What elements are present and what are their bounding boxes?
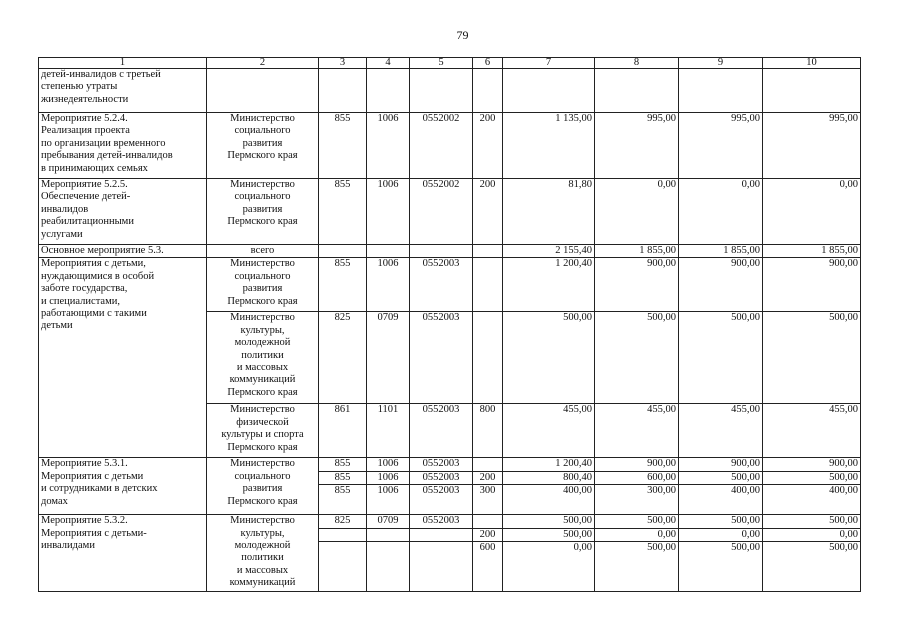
amount-cell: 400,00 (503, 485, 595, 515)
code-cell: 855 (319, 258, 367, 312)
code-cell: 0552003 (410, 471, 473, 484)
code-cell: 600 (473, 542, 503, 592)
column-number-row (39, 58, 861, 69)
amount-cell: 1 855,00 (763, 245, 861, 258)
amount-cell: 400,00 (679, 485, 763, 515)
activity-name-cell: Основное мероприятие 5.3. (39, 245, 207, 258)
amount-cell: 0,00 (763, 179, 861, 245)
executor-cell: Министерство социального развития Пермского края (207, 258, 319, 312)
amount-cell: 900,00 (763, 258, 861, 312)
amount-cell: 0,00 (595, 179, 679, 245)
code-cell: 0709 (367, 515, 410, 528)
amount-cell: 900,00 (595, 458, 679, 471)
code-cell (473, 458, 503, 471)
table-row (39, 179, 861, 245)
code-cell: 1101 (367, 404, 410, 458)
amount-cell: 2 155,40 (503, 245, 595, 258)
code-cell (319, 542, 367, 592)
amount-cell: 500,00 (503, 528, 595, 541)
table-row (39, 69, 861, 113)
amount-cell: 995,00 (763, 113, 861, 179)
table-row (39, 113, 861, 179)
amount-cell: 0,00 (763, 528, 861, 541)
executor-cell: Министерство физической культуры и спорта Пермского края (207, 404, 319, 458)
column-number: 1 (39, 58, 207, 69)
code-cell: 855 (319, 471, 367, 484)
amount-cell: 900,00 (595, 258, 679, 312)
activity-name-cell: детей-инвалидов с третьей степенью утраты жизнедеятельности (39, 69, 207, 113)
code-cell: 0552002 (410, 179, 473, 245)
code-cell: 1006 (367, 113, 410, 179)
code-cell: 0552003 (410, 485, 473, 515)
code-cell (319, 245, 367, 258)
code-cell: 855 (319, 485, 367, 515)
amount-cell: 500,00 (679, 542, 763, 592)
amount-cell: 500,00 (595, 312, 679, 404)
amount-cell: 455,00 (679, 404, 763, 458)
executor-cell: Министерство социального развития Пермского края (207, 458, 319, 515)
column-number: 3 (319, 58, 367, 69)
amount-cell: 995,00 (595, 113, 679, 179)
column-number: 6 (473, 58, 503, 69)
code-cell: 800 (473, 404, 503, 458)
amount-cell: 1 855,00 (595, 245, 679, 258)
amount-cell: 500,00 (763, 515, 861, 528)
code-cell: 0552003 (410, 458, 473, 471)
column-number: 2 (207, 58, 319, 69)
code-cell: 855 (319, 458, 367, 471)
code-cell (410, 528, 473, 541)
code-cell: 200 (473, 179, 503, 245)
amount-cell: 81,80 (503, 179, 595, 245)
column-number: 7 (503, 58, 595, 69)
code-cell: 0552003 (410, 515, 473, 528)
executor-cell: всего (207, 245, 319, 258)
code-cell: 855 (319, 179, 367, 245)
code-cell: 1006 (367, 458, 410, 471)
amount-cell: 500,00 (679, 471, 763, 484)
code-cell (367, 528, 410, 541)
executor-cell: Министерство культуры, молодежной политики и массовых коммуникаций Пермского края (207, 312, 319, 404)
code-cell (473, 515, 503, 528)
column-number: 4 (367, 58, 410, 69)
code-cell: 0552003 (410, 258, 473, 312)
amount-cell: 500,00 (595, 515, 679, 528)
amount-cell: 900,00 (763, 458, 861, 471)
code-cell: 825 (319, 515, 367, 528)
activity-name-cell: Мероприятие 5.2.4. Реализация проекта по организации временного пребывания детей-инвалидов в принимающих семьях (39, 113, 207, 179)
code-cell: 0552003 (410, 404, 473, 458)
executor-cell: Министерство культуры, молодежной политики и массовых коммуникаций (207, 515, 319, 592)
column-number: 8 (595, 58, 679, 69)
code-cell (473, 245, 503, 258)
code-cell: 825 (319, 312, 367, 404)
amount-cell: 455,00 (763, 404, 861, 458)
amount-cell: 1 135,00 (503, 113, 595, 179)
amount-cell: 500,00 (763, 471, 861, 484)
activity-name-cell: Мероприятие 5.3.2. Мероприятия с детьми- инвалидами (39, 515, 207, 592)
code-cell (473, 312, 503, 404)
amount-cell: 500,00 (503, 312, 595, 404)
code-cell: 1006 (367, 471, 410, 484)
code-cell (410, 69, 473, 113)
amount-cell: 900,00 (679, 458, 763, 471)
amount-cell: 600,00 (595, 471, 679, 484)
amount-cell: 500,00 (679, 312, 763, 404)
code-cell: 0709 (367, 312, 410, 404)
amount-cell: 0,00 (679, 528, 763, 541)
code-cell: 1006 (367, 485, 410, 515)
column-number: 10 (763, 58, 861, 69)
table-body (39, 69, 861, 592)
amount-cell: 300,00 (595, 485, 679, 515)
amount-cell (763, 69, 861, 113)
activity-name-cell: Мероприятие 5.3.1. Мероприятия с детьми и сотрудниками в детских домах (39, 458, 207, 515)
amount-cell: 995,00 (679, 113, 763, 179)
amount-cell: 1 200,40 (503, 258, 595, 312)
amount-cell: 500,00 (763, 542, 861, 592)
code-cell (473, 258, 503, 312)
amount-cell: 500,00 (679, 515, 763, 528)
executor-cell (207, 69, 319, 113)
code-cell: 0552003 (410, 312, 473, 404)
amount-cell: 500,00 (763, 312, 861, 404)
code-cell (319, 69, 367, 113)
table-row (39, 245, 861, 258)
amount-cell: 455,00 (595, 404, 679, 458)
executor-cell: Министерство социального развития Пермского края (207, 179, 319, 245)
code-cell: 300 (473, 485, 503, 515)
code-cell: 1006 (367, 179, 410, 245)
code-cell (410, 245, 473, 258)
code-cell: 0552002 (410, 113, 473, 179)
activity-name-cell: Мероприятие 5.2.5. Обеспечение детей- инвалидов реабилитационными услугами (39, 179, 207, 245)
code-cell: 1006 (367, 258, 410, 312)
code-cell: 200 (473, 471, 503, 484)
code-cell: 200 (473, 528, 503, 541)
table-row (39, 515, 861, 528)
amount-cell: 0,00 (679, 179, 763, 245)
amount-cell: 800,40 (503, 471, 595, 484)
amount-cell: 0,00 (595, 528, 679, 541)
code-cell (410, 542, 473, 592)
code-cell (367, 245, 410, 258)
column-number: 5 (410, 58, 473, 69)
amount-cell: 0,00 (503, 542, 595, 592)
column-number: 9 (679, 58, 763, 69)
code-cell: 861 (319, 404, 367, 458)
amount-cell: 500,00 (503, 515, 595, 528)
budget-table (38, 57, 861, 592)
amount-cell: 1 855,00 (679, 245, 763, 258)
executor-cell: Министерство социального развития Пермского края (207, 113, 319, 179)
code-cell (367, 542, 410, 592)
amount-cell: 1 200,40 (503, 458, 595, 471)
amount-cell: 500,00 (595, 542, 679, 592)
code-cell (367, 69, 410, 113)
amount-cell: 400,00 (763, 485, 861, 515)
amount-cell (679, 69, 763, 113)
code-cell (319, 528, 367, 541)
code-cell (473, 69, 503, 113)
amount-cell: 455,00 (503, 404, 595, 458)
table-row (39, 458, 861, 471)
activity-name-cell: Мероприятия с детьми, нуждающимися в особой заботе государства, и специалистами, работающими с такими детьми (39, 258, 207, 458)
table-row (39, 258, 861, 312)
amount-cell (503, 69, 595, 113)
code-cell: 855 (319, 113, 367, 179)
amount-cell (595, 69, 679, 113)
amount-cell: 900,00 (679, 258, 763, 312)
code-cell: 200 (473, 113, 503, 179)
page-number: 79 (456, 28, 469, 42)
